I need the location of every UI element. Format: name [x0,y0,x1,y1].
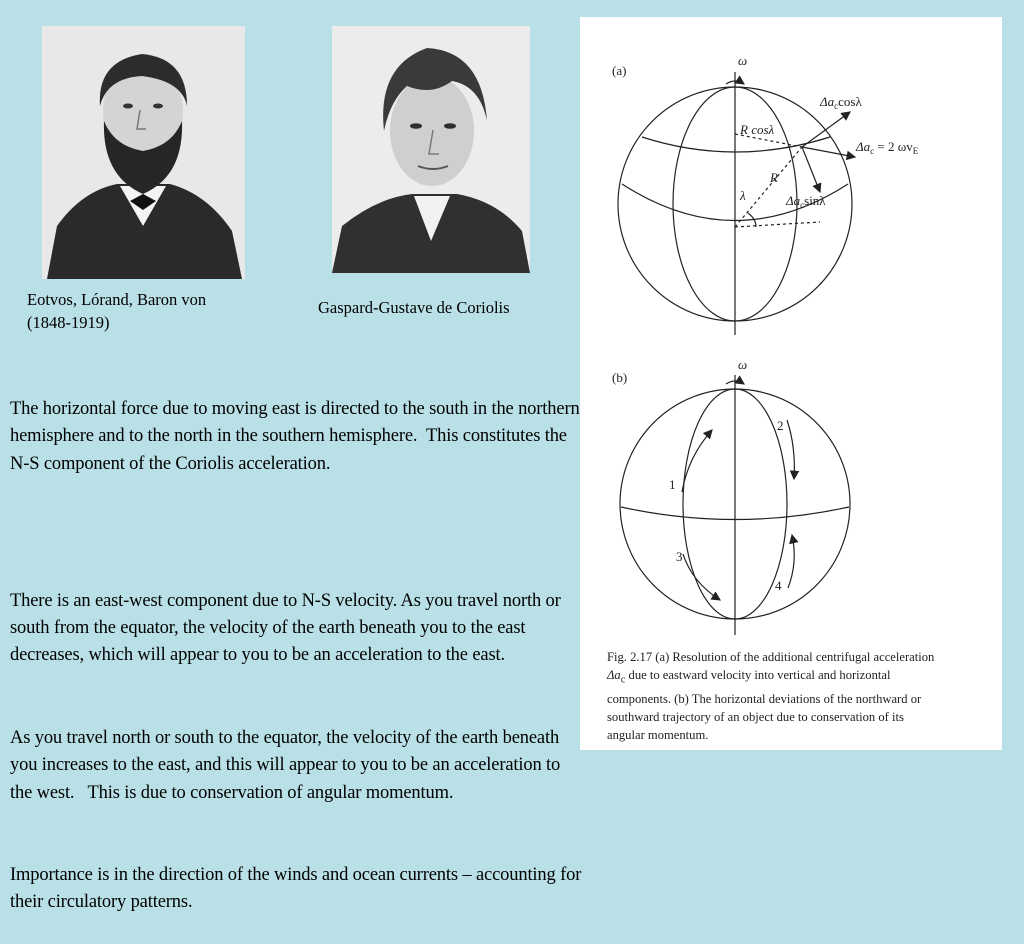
figure-caption-line-4: southward trajectory of an object due to conservation of its [607,709,904,724]
label-da-cos-rest: cosλ [838,94,862,109]
panel-a-label: (a) [612,63,627,78]
paragraph-importance: Importance is in the direction of the winds and ocean currents – accounting for their circulatory patterns. [10,864,586,913]
label-rcos: R cosλ [740,122,775,137]
portrait-eotvos [42,26,245,279]
figure-diagram [580,17,1002,750]
panel-b-label: (b) [612,370,628,385]
caption-eotvos-dates: (1848-1919) [27,313,110,332]
arrow-da-cos [802,112,850,147]
path-label-4: 4 [775,578,782,593]
figure-caption-line-5: angular momentum. [607,727,709,742]
paragraph-ew-component: There is an east-west component due to N-S velocity. As you travel north or south from the equator, the velocity of the earth beneath you to the east decreases, which will appear to you to be an acceleration to the east. [10,590,566,666]
arrow-da-eq [802,147,855,157]
globe-b [620,375,850,635]
omega-b: ω [738,357,748,372]
label-da-eq-sub2: E [912,146,919,156]
caption-eotvos [27,288,287,334]
paragraph-ns-component: The horizontal force due to moving east is directed to the south in the northern hemisphere and to the north in the southern hemisphere. This constitutes the N-S component of the Coriolis acceleration. [10,398,580,474]
label-da-sin-sub: c [800,200,805,210]
label-r: R [770,170,778,185]
trajectory-4 [788,535,794,588]
label-da-eq-sub: c [870,146,875,156]
path-label-1: 1 [669,477,676,492]
figure-caption-var: Δa [607,668,621,682]
portrait-coriolis [332,26,530,273]
label-lambda: λ [740,188,746,203]
trajectory-2 [787,420,794,479]
figure-caption-line-1: Fig. 2.17 (a) Resolution of the additional centrifugal acceleration [607,650,935,664]
figure-caption [607,648,997,744]
label-da-eq-var: Δa [856,139,871,154]
label-da-cos [819,94,862,111]
caption-coriolis: Gaspard-Gustave de Coriolis [318,298,510,317]
arrow-da-sin [802,147,820,192]
paragraph-angular-momentum: As you travel north or south to the equator, the velocity of the earth beneath you increases to the east, and this will appear to you to be an acceleration to the west. This is due to conservation of angular momentum. [10,727,565,803]
portrait-eotvos-image [42,26,245,279]
globe-a-equator-radius [735,222,820,227]
label-da-sin-rest: sinλ [804,193,826,208]
figure-panel [580,17,1002,750]
caption-eotvos-name: Eotvos, Lórand, Baron von [27,290,207,309]
label-da-eq [855,139,919,156]
globe-a-parallel [642,137,830,152]
figure-caption-line-2-rest: due to eastward velocity into vertical and horizontal [625,668,891,682]
label-da-sin-var: Δa [786,193,801,208]
label-da-eq-mid: = 2 ωv [874,139,913,154]
label-da-cos-sub: c [834,101,839,111]
portrait-coriolis-image [332,26,530,273]
omega-a: ω [738,53,748,68]
path-label-2: 2 [777,418,784,433]
path-label-3: 3 [676,549,683,564]
figure-caption-sub: c [620,674,626,686]
figure-caption-line-3: components. (b) The horizontal deviations of the northward or [607,691,922,706]
label-da-sin [785,193,826,210]
label-da-cos-var: Δa [820,94,835,109]
figure-caption-line-2 [607,666,997,690]
body-text [10,341,586,944]
